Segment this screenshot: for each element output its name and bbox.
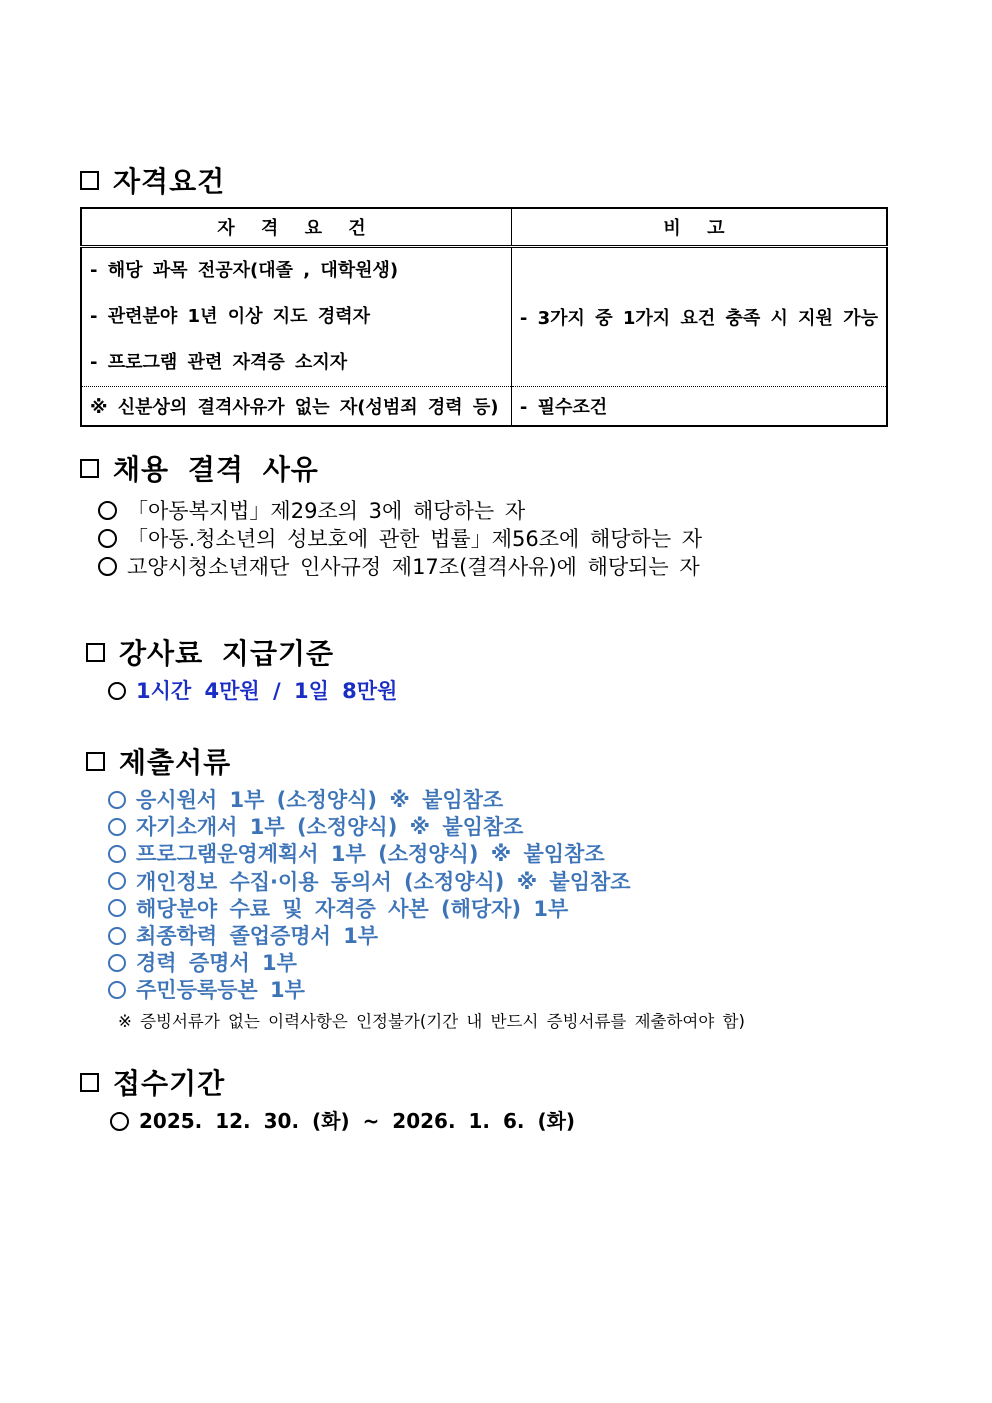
required-condition-cell: ※ 신분상의 결격사유가 없는 자(성범죄 경력 등) bbox=[81, 387, 511, 427]
qualification-list-cell bbox=[81, 247, 511, 387]
section-title-period: 접수기간 bbox=[80, 1062, 225, 1102]
circle-bullet-icon bbox=[110, 1112, 129, 1131]
list-item: 개인정보 수집·이용 동의서 (소정양식) ※ 붙임참조 bbox=[108, 869, 631, 896]
circle-bullet-icon bbox=[108, 954, 126, 972]
checkbox-square-icon bbox=[80, 171, 99, 190]
circle-bullet-icon bbox=[108, 981, 126, 999]
list-item: 해당분야 수료 및 자격증 사본 (해당자) 1부 bbox=[108, 896, 631, 923]
circle-bullet-icon bbox=[98, 501, 117, 520]
circle-bullet-icon bbox=[108, 791, 126, 809]
checkbox-square-icon bbox=[86, 643, 105, 662]
circle-bullet-icon bbox=[98, 557, 117, 576]
table-header-qualification: 자 격 요 건 bbox=[81, 208, 511, 247]
lecture-fee-list bbox=[108, 676, 397, 706]
qualification-item: - 관련분야 1년 이상 지도 경력자 bbox=[90, 306, 370, 327]
list-item: 「아동.청소년의 성보호에 관한 법률」제56조에 해당하는 자 bbox=[98, 525, 702, 553]
circle-bullet-icon bbox=[98, 529, 117, 548]
list-item: 2025. 12. 30. (화) ~ 2026. 1. 6. (화) bbox=[110, 1106, 575, 1136]
section-title-disqualification: 채용 결격 사유 bbox=[80, 448, 319, 488]
required-remark-cell: - 필수조건 bbox=[519, 397, 608, 418]
list-item: 경력 증명서 1부 bbox=[108, 950, 631, 977]
disqualification-list bbox=[98, 497, 702, 581]
checkbox-square-icon bbox=[80, 1073, 99, 1092]
circle-bullet-icon bbox=[108, 845, 126, 863]
qualification-item: - 프로그램 관련 자격증 소지자 bbox=[90, 352, 348, 373]
qualification-table bbox=[80, 207, 888, 427]
list-item: 최종학력 졸업증명서 1부 bbox=[108, 923, 631, 950]
documents-list bbox=[108, 787, 631, 1005]
table-header-row bbox=[81, 208, 887, 247]
circle-bullet-icon bbox=[108, 899, 126, 917]
table-row bbox=[81, 387, 887, 427]
list-item: 자기소개서 1부 (소정양식) ※ 붙임참조 bbox=[108, 814, 631, 841]
table-row bbox=[81, 247, 887, 387]
list-item: 1시간 4만원 / 1일 8만원 bbox=[108, 676, 397, 706]
qualification-item: - 해당 과목 전공자(대졸 , 대학원생) bbox=[90, 260, 399, 281]
list-item: 고양시청소년재단 인사규정 제17조(결격사유)에 해당되는 자 bbox=[98, 553, 702, 581]
documents-note: ※ 증빙서류가 없는 이력사항은 인정불가(기간 내 반드시 증빙서류를 제출하여야 함) bbox=[118, 1012, 745, 1031]
period-list bbox=[110, 1106, 575, 1136]
circle-bullet-icon bbox=[108, 927, 126, 945]
list-item: 프로그램운영계획서 1부 (소정양식) ※ 붙임참조 bbox=[108, 841, 631, 868]
remarks-cell: - 3가지 중 1가지 요건 충족 시 지원 가능 bbox=[511, 247, 887, 387]
checkbox-square-icon bbox=[86, 752, 105, 771]
section-title-qualification: 자격요건 bbox=[80, 160, 225, 200]
table-header-remarks: 비 고 bbox=[511, 208, 887, 247]
checkbox-square-icon bbox=[80, 459, 99, 478]
list-item: 「아동복지법」제29조의 3에 해당하는 자 bbox=[98, 497, 702, 525]
circle-bullet-icon bbox=[108, 872, 126, 890]
section-title-lecture-fee: 강사료 지급기준 bbox=[86, 632, 334, 672]
circle-bullet-icon bbox=[108, 818, 126, 836]
section-title-documents: 제출서류 bbox=[86, 741, 231, 781]
circle-bullet-icon bbox=[108, 682, 126, 700]
list-item: 주민등록등본 1부 bbox=[108, 977, 631, 1004]
list-item: 응시원서 1부 (소정양식) ※ 붙임참조 bbox=[108, 787, 631, 814]
